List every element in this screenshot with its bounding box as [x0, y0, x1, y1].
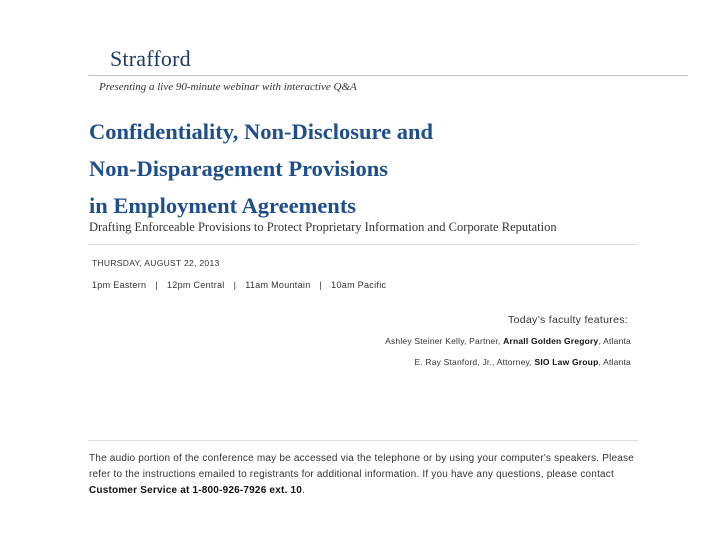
customer-service-contact: Customer Service at 1-800-926-7926 ext. 10: [89, 485, 302, 496]
webinar-title: [89, 113, 433, 224]
faculty-firm: Arnall Golden Gregory: [503, 336, 599, 346]
time-mountain: 11am Mountain: [245, 280, 311, 290]
time-separator: |: [233, 280, 237, 290]
tagline: Presenting a live 90-minute webinar with interactive Q&A: [99, 81, 357, 93]
time-separator: |: [319, 280, 323, 290]
subtitle-divider: [88, 244, 638, 245]
time-pacific: 10am Pacific: [331, 280, 387, 290]
faculty-firm: SIO Law Group: [534, 357, 599, 367]
faculty-name-role: E. Ray Stanford, Jr., Attorney,: [414, 357, 532, 367]
faculty-member: [414, 357, 631, 367]
faculty-heading: Today’s faculty features:: [508, 314, 628, 326]
title-line-1: Confidentiality, Non-Disclosure and: [89, 119, 434, 144]
faculty-location: , Atlanta: [598, 336, 631, 346]
faculty-member: [385, 336, 631, 346]
title-line-2: Non-Disparagement Provisions: [89, 156, 388, 181]
faculty-location: , Atlanta: [598, 357, 631, 367]
time-eastern: 1pm Eastern: [92, 280, 147, 290]
webinar-subtitle: Drafting Enforceable Provisions to Protect Proprietary Information and Corporate Reputation: [89, 220, 557, 234]
webinar-times: [92, 280, 386, 290]
faculty-name-role: Ashley Steiner Kelly, Partner,: [385, 336, 501, 346]
header-divider: [88, 75, 688, 76]
strafford-logo: Strafford: [110, 46, 191, 71]
time-central: 12pm Central: [166, 280, 225, 290]
webinar-date: THURSDAY, AUGUST 22, 2013: [92, 258, 220, 268]
time-separator: |: [155, 280, 158, 290]
audio-end: .: [301, 485, 305, 496]
audio-text: The audio portion of the conference may be accessed via the telephone or by using your computer's speakers. Please refer to the instructions emailed to registrants for additional information. If you have any questions, please contact: [89, 453, 635, 480]
title-line-3: in Employment Agreements: [89, 193, 357, 218]
audio-instructions: [89, 451, 649, 499]
footer-divider: [88, 440, 638, 441]
